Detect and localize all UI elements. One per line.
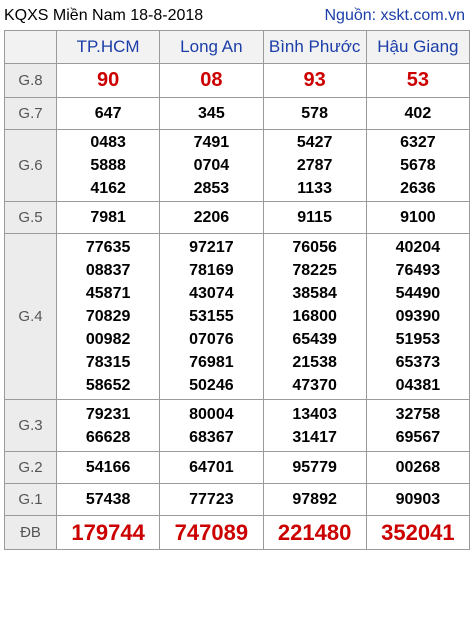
prize-cell (263, 452, 366, 484)
prize-cell (366, 202, 469, 234)
prize-label: G.1 (5, 484, 57, 516)
prize-number: 47370 (292, 377, 337, 394)
prize-label: G.3 (5, 400, 57, 452)
province-hau-giang[interactable]: Hậu Giang (366, 31, 469, 64)
prize-row-g4 (5, 234, 470, 400)
results-header (4, 2, 470, 30)
prize-row-đb (5, 516, 470, 550)
prize-row-g8 (5, 64, 470, 98)
prize-cell (263, 400, 366, 452)
prize-cell (263, 202, 366, 234)
prize-number: 345 (198, 105, 225, 122)
prize-row-g3 (5, 400, 470, 452)
prize-label: G.7 (5, 98, 57, 130)
prize-cell (366, 130, 469, 202)
prize-cell (160, 202, 263, 234)
corner-cell (5, 31, 57, 64)
page-title: KQXS Miền Nam 18-8-2018 (4, 7, 204, 24)
prize-number: 54490 (395, 285, 441, 302)
prize-number: 1133 (297, 180, 332, 197)
prize-row-g5 (5, 202, 470, 234)
prize-number: 5678 (400, 157, 436, 174)
province-header-row (5, 31, 470, 64)
prize-number: 402 (404, 105, 432, 122)
prize-number: 7491 (193, 134, 230, 151)
prize-cell (160, 64, 263, 98)
prize-cell (57, 452, 160, 484)
prize-number: 93 (303, 69, 326, 91)
prize-number: 7981 (90, 209, 126, 226)
prize-number: 97892 (292, 491, 337, 508)
prize-number: 77723 (189, 491, 234, 508)
prize-number: 2636 (400, 180, 436, 197)
prize-number: 95779 (292, 459, 337, 476)
prize-cell (57, 400, 160, 452)
prize-label: G.8 (5, 64, 57, 98)
prize-number: 76493 (395, 262, 441, 279)
prize-number: 64701 (189, 459, 234, 476)
prize-cell (263, 234, 366, 400)
prize-number: 221480 (277, 519, 352, 545)
prize-number: 08837 (85, 262, 131, 279)
prize-number: 2206 (193, 209, 230, 226)
prize-cell (160, 98, 263, 130)
prize-number: 70829 (85, 308, 131, 325)
prize-number: 179744 (71, 519, 145, 545)
prize-label: G.6 (5, 130, 57, 202)
prize-cell (366, 98, 469, 130)
prize-cell (366, 234, 469, 400)
prize-cell (57, 234, 160, 400)
prize-number: 578 (301, 105, 328, 122)
prize-number: 43074 (189, 285, 234, 302)
prize-number: 00982 (85, 331, 131, 348)
prize-number: 69567 (395, 428, 441, 446)
prize-cell (263, 130, 366, 202)
prize-number: 78169 (189, 262, 234, 279)
prize-label: ĐB (5, 516, 57, 550)
prize-number: 07076 (189, 331, 234, 348)
prize-number: 68367 (189, 428, 234, 446)
prize-number: 78225 (292, 262, 337, 279)
prize-number: 13403 (292, 405, 337, 423)
prize-number: 90903 (395, 491, 441, 508)
prize-number: 9100 (400, 209, 436, 226)
prize-cell (57, 98, 160, 130)
results-table (4, 30, 470, 550)
prize-number: 54166 (85, 459, 131, 476)
prize-row-g2 (5, 452, 470, 484)
province-tphcm[interactable]: TP.HCM (57, 31, 160, 64)
prize-number: 352041 (381, 519, 455, 545)
prize-number: 76981 (189, 354, 234, 371)
prize-number: 21538 (292, 354, 337, 371)
results-frame (4, 2, 470, 550)
prize-cell (366, 484, 469, 516)
prize-number: 747089 (174, 519, 249, 545)
prize-cell (366, 452, 469, 484)
prize-number: 78315 (85, 354, 131, 371)
prize-cell (263, 484, 366, 516)
prize-cell (57, 130, 160, 202)
prize-cell (160, 130, 263, 202)
prize-cell (263, 98, 366, 130)
prize-cell (160, 234, 263, 400)
prize-number: 5888 (90, 157, 126, 174)
prize-label: G.4 (5, 234, 57, 400)
prize-number: 40204 (395, 239, 441, 256)
prize-number: 76056 (292, 239, 337, 256)
prize-number: 79231 (85, 405, 131, 423)
prize-cell (160, 452, 263, 484)
prize-number: 5427 (296, 134, 333, 151)
prize-cell (263, 516, 366, 550)
prize-cell (366, 516, 469, 550)
prize-cell (57, 516, 160, 550)
prize-number: 65439 (292, 331, 337, 348)
province-long-an[interactable]: Long An (160, 31, 263, 64)
prize-number: 32758 (395, 405, 441, 423)
prize-number: 53 (406, 69, 429, 91)
prize-number: 0704 (193, 157, 230, 174)
prize-number: 09390 (395, 308, 441, 325)
prize-label: G.5 (5, 202, 57, 234)
prize-cell (57, 484, 160, 516)
prize-number: 31417 (292, 428, 337, 446)
prize-number: 53155 (189, 308, 234, 325)
prize-cell (366, 64, 469, 98)
source-link[interactable]: Nguồn: xskt.com.vn (324, 7, 465, 24)
prize-cell (160, 400, 263, 452)
prize-number: 66628 (85, 428, 131, 446)
prize-number: 04381 (395, 377, 441, 394)
prize-number: 00268 (395, 459, 441, 476)
prize-number: 9115 (297, 209, 332, 226)
prize-number: 90 (97, 69, 120, 91)
province-binh-phuoc[interactable]: Bình Phước (263, 31, 366, 64)
prize-cell (366, 400, 469, 452)
prize-number: 08 (200, 69, 223, 91)
prize-rows (5, 64, 470, 550)
prize-number: 4162 (90, 180, 126, 197)
prize-number: 80004 (189, 405, 234, 423)
prize-cell (160, 484, 263, 516)
prize-row-g1 (5, 484, 470, 516)
prize-row-g6 (5, 130, 470, 202)
prize-cell (263, 64, 366, 98)
prize-number: 51953 (395, 331, 441, 348)
prize-cell (57, 64, 160, 98)
prize-number: 38584 (292, 285, 337, 302)
prize-number: 57438 (85, 491, 131, 508)
prize-number: 58652 (85, 377, 131, 394)
prize-cell (160, 516, 263, 550)
prize-number: 647 (94, 105, 122, 122)
prize-number: 0483 (90, 134, 126, 151)
prize-number: 65373 (395, 354, 441, 371)
prize-number: 16800 (292, 308, 337, 325)
prize-number: 2853 (193, 180, 230, 197)
prize-label: G.2 (5, 452, 57, 484)
prize-number: 50246 (189, 377, 234, 394)
prize-number: 6327 (400, 134, 436, 151)
prize-cell (57, 202, 160, 234)
prize-row-g7 (5, 98, 470, 130)
prize-number: 97217 (189, 239, 234, 256)
prize-number: 77635 (85, 239, 131, 256)
prize-number: 2787 (296, 157, 333, 174)
prize-number: 45871 (85, 285, 131, 302)
